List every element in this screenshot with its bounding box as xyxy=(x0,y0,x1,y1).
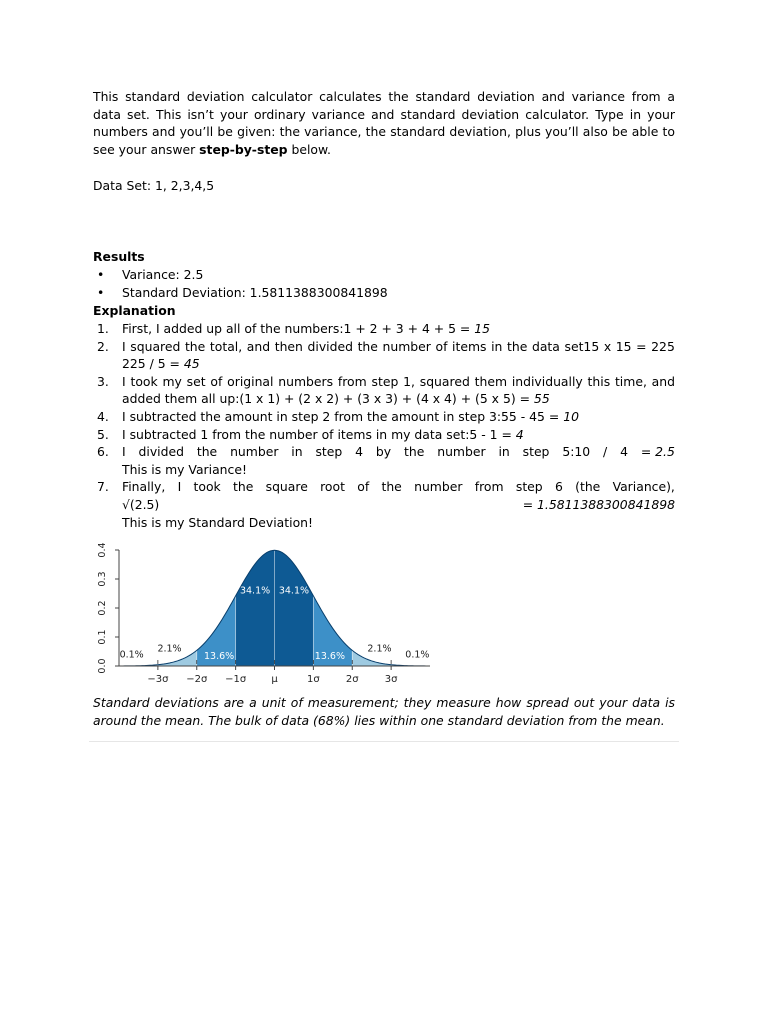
step-word: of xyxy=(435,338,448,354)
divider xyxy=(89,741,679,742)
step-word: the xyxy=(507,338,528,354)
step-number: 2. xyxy=(97,338,109,354)
step-word: squared xyxy=(130,338,181,354)
result-standard-deviation: • Standard Deviation: 1.5811388300841898 xyxy=(93,284,675,302)
y-tick-label: 0.3 xyxy=(97,571,108,587)
step-word: divided xyxy=(307,338,353,354)
chart-svg xyxy=(93,538,438,690)
intro-paragraph xyxy=(93,88,675,158)
step-4 xyxy=(93,408,675,426)
step-word: total, xyxy=(209,338,243,354)
step-word: data xyxy=(531,338,560,354)
step-text: First, I added up all of the numbers:1 + 2 + 3 + 4 + 5 xyxy=(122,321,460,336)
step-word: square xyxy=(265,479,308,495)
intro-text: This standard deviation calculator calculates the standard deviation and variance from a data set. This isn’t your ordinary variance and standard deviation calculator. Type in your numbers and you’ll be given: the variance, the standard deviation, plus you’ll also be able to see your answer xyxy=(93,89,675,157)
x-tick-label: −2σ xyxy=(186,674,208,685)
distribution-region xyxy=(236,550,275,666)
step-word: I xyxy=(122,338,126,354)
step-word: 6 xyxy=(554,479,563,495)
results-heading: Results xyxy=(93,249,145,264)
step-word: 15 xyxy=(615,338,632,354)
step-word: set15 xyxy=(564,338,600,354)
step-word: = xyxy=(636,338,647,354)
step-text: I took my set of original numbers from step 1, squared them individually this time, and added them all up:(1 x 1) + (2 x 2) + (3 x 3) + (4 x 4) + (5 x 5) xyxy=(122,373,675,407)
step-text-line xyxy=(122,478,675,496)
step-word: Variance), xyxy=(612,479,675,495)
step-word: 4 xyxy=(355,444,364,460)
step-7 xyxy=(93,478,675,531)
step-2 xyxy=(93,338,675,373)
y-tick-label: 0.2 xyxy=(97,600,108,616)
x-tick-label: 3σ xyxy=(384,674,398,685)
x-tick-label: −3σ xyxy=(147,674,169,685)
step-word: then xyxy=(274,338,303,354)
step-text: √(2.5) xyxy=(122,496,160,512)
data-set-line: Data Set: 1, 2,3,4,5 xyxy=(93,178,215,193)
step-result: = 1.5811388300841898 xyxy=(522,496,675,512)
step-text: I subtracted the amount in step 2 from the amount in step 3:55 - 45 xyxy=(122,408,549,424)
step-word: and xyxy=(246,338,271,354)
normal-distribution-chart xyxy=(93,538,438,690)
chart-caption: Standard deviations are a unit of measurement; they measure how spread out your data is around the mean. The bulk of data (68%) lies within one standard deviation from the mean. xyxy=(93,695,675,728)
step-word: Finally, xyxy=(122,479,166,495)
step-word: number xyxy=(437,444,486,460)
region-percent-label: 13.6% xyxy=(204,650,235,662)
step-word: number xyxy=(414,479,463,495)
step-word: I xyxy=(177,479,182,495)
step-text-line xyxy=(122,496,675,514)
step-word: took xyxy=(193,479,221,495)
step-text-line xyxy=(122,355,675,373)
step-word: the xyxy=(404,444,425,460)
step-result: = 15 xyxy=(459,321,490,336)
step-word: number xyxy=(382,338,431,354)
step-result: = 45 xyxy=(169,356,200,372)
step-word: step xyxy=(522,444,550,460)
step-number: 3. xyxy=(97,373,109,389)
step-word: the xyxy=(357,338,378,354)
step-text: 225 / 5 xyxy=(122,356,170,372)
step-word: step xyxy=(315,444,343,460)
results-list xyxy=(93,266,675,302)
step-word: in xyxy=(491,338,503,354)
x-tick-label: μ xyxy=(271,674,278,685)
distribution-region xyxy=(275,550,314,666)
step-word: 225 xyxy=(651,338,675,354)
step-number: 6. xyxy=(97,444,109,460)
step-word: x xyxy=(603,338,612,354)
x-tick-label: 1σ xyxy=(307,674,320,685)
step-text-line: This is my Standard Deviation! xyxy=(122,514,313,530)
step-word: / xyxy=(603,444,608,460)
step-1 xyxy=(93,320,675,338)
step-word: the xyxy=(232,479,254,495)
step-text-line: This is my Variance! xyxy=(122,461,247,477)
explanation-heading: Explanation xyxy=(93,303,176,318)
step-word: I xyxy=(122,444,126,460)
step-word: by xyxy=(375,444,392,460)
x-tick-label: 2σ xyxy=(345,674,359,685)
step-text-line xyxy=(122,338,675,356)
region-percent-label: 0.1% xyxy=(405,649,430,661)
step-word: 4 xyxy=(620,444,628,460)
y-tick-label: 0.0 xyxy=(97,658,108,674)
x-tick-label: −1σ xyxy=(225,674,247,685)
step-3 xyxy=(93,373,675,408)
step-word: 5:10 xyxy=(562,444,591,460)
y-tick-label: 0.4 xyxy=(97,542,108,558)
region-percent-label: 34.1% xyxy=(278,585,310,597)
step-word: from xyxy=(474,479,504,495)
step-word: the xyxy=(196,444,218,460)
explanation-steps xyxy=(93,320,675,531)
region-percent-label: 2.1% xyxy=(367,643,392,655)
result-variance: • Variance: 2.5 xyxy=(93,266,675,284)
step-word: the xyxy=(184,338,206,354)
step-word: number xyxy=(230,444,279,460)
y-tick-label: 0.1 xyxy=(97,629,108,645)
step-5 xyxy=(93,426,675,444)
region-percent-label: 13.6% xyxy=(314,650,345,662)
step-result: = 55 xyxy=(519,391,550,407)
step-word: the xyxy=(381,479,402,495)
region-percent-label: 0.1% xyxy=(119,649,144,661)
step-word: of xyxy=(357,479,370,495)
step-result: = 10 xyxy=(548,408,579,424)
step-word: in xyxy=(291,444,303,460)
step-result: = 2.5 xyxy=(640,444,675,460)
region-percent-label: 34.1% xyxy=(239,585,271,597)
step-text-line xyxy=(122,443,675,461)
step-number: 7. xyxy=(97,479,109,495)
step-text: I subtracted 1 from the number of items in my data set:5 - 1 xyxy=(122,426,502,442)
step-number: 1. xyxy=(97,321,109,336)
step-word: step xyxy=(515,479,543,495)
step-word: in xyxy=(498,444,510,460)
step-word: (the xyxy=(575,479,601,495)
intro-text-end: below. xyxy=(287,141,331,157)
intro-bold-text: step-by-step xyxy=(199,141,288,157)
step-number: 5. xyxy=(97,426,109,442)
region-percent-label: 2.1% xyxy=(157,643,182,655)
step-result: = 4 xyxy=(501,426,524,442)
step-6 xyxy=(93,443,675,478)
step-word: items xyxy=(452,338,487,354)
step-number: 4. xyxy=(97,408,109,424)
step-word: divided xyxy=(138,444,184,460)
step-word: root xyxy=(320,479,345,495)
